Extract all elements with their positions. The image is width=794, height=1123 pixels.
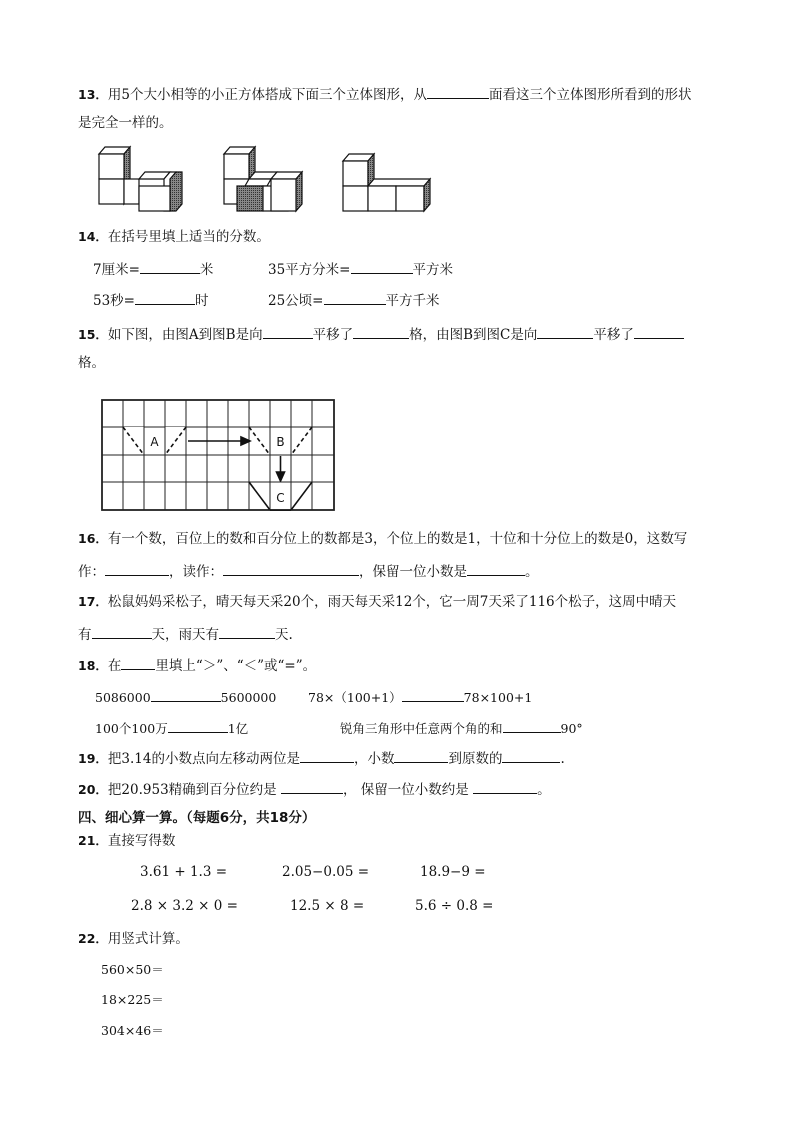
q17-text-1: 松鼠妈妈采松子，晴天每天采20个，雨天每天采12个，它一周7天采了116个松子，这周中晴天	[107, 594, 677, 610]
grid-lines	[102, 400, 334, 510]
q18-text-2: 里填上“＞”、“＜”或“=”。	[155, 658, 317, 674]
q17-number: 17	[78, 594, 96, 609]
q21-expr-6: 5.6 ÷ 0.8 =	[415, 898, 494, 914]
q14-blank-4[interactable]	[324, 290, 386, 305]
q19-text-4: .	[560, 751, 565, 767]
q22-expr-3: 304×46＝	[101, 1023, 164, 1038]
q18-blank-2[interactable]	[402, 687, 464, 702]
q14-text: 在括号里填上适当的分数。	[107, 229, 270, 245]
q15-blank-3[interactable]	[537, 324, 593, 339]
q13-text-1: 用5个大小相等的小正方体搭成下面三个立体图形，从	[107, 87, 428, 103]
cube-figure-3	[343, 154, 430, 211]
q18-text-1: 在	[107, 658, 122, 674]
q20-text-3: 。	[537, 782, 551, 798]
q13-answer-blank[interactable]	[427, 84, 489, 99]
q15-text-1: 如下图，由图A到图B是向	[107, 327, 263, 343]
q16-text-5: 。	[525, 564, 539, 580]
q15-line1: 15．如下图，由图A到图B是向 平移了 格，由图B到图C是向 平移了	[78, 324, 684, 344]
q18-compare-1-right: 5600000	[220, 690, 277, 705]
q14-item-3	[93, 290, 209, 310]
q18-compare-2	[308, 687, 532, 707]
q20-text-2: ， 保留一位小数约是	[342, 782, 469, 798]
cube-figure-2	[224, 147, 302, 211]
q14-item-4	[268, 290, 440, 310]
q18-compare-4	[340, 718, 583, 738]
q17-text-2: 有	[78, 627, 92, 643]
q19-blank-3[interactable]	[502, 748, 560, 763]
q16-blank-3[interactable]	[467, 561, 525, 576]
q19-text-2: ，小数	[353, 751, 395, 767]
arrow-b-to-c	[277, 456, 285, 481]
q22-text: 用竖式计算。	[107, 931, 189, 947]
q14-item-2-unit: 平方米	[412, 262, 453, 278]
q20-number: 20	[78, 782, 96, 797]
q22-expr-1: 560×50＝	[101, 962, 164, 977]
q16-line2	[78, 561, 539, 581]
q14-item-1-unit: 米	[199, 262, 214, 278]
q15-blank-4[interactable]	[634, 324, 684, 339]
q16-blank-1[interactable]	[105, 561, 169, 576]
q18-compare-4-left: 锐角三角形中任意两个角的和	[340, 721, 503, 736]
q18-compare-3-right: 1亿	[227, 721, 249, 736]
q15-text-2: 平移了	[312, 327, 354, 343]
q17-line1: 17．松鼠妈妈采松子，晴天每天采20个，雨天每天采12个，它一周7天采了116个松子，这周中晴天	[78, 594, 677, 610]
q15-line2	[78, 354, 105, 372]
q16-number: 16	[78, 531, 96, 546]
q13-line2	[78, 114, 173, 132]
q15-text-4: 平移了	[593, 327, 634, 343]
section-4-heading: 四、细心算一算。（每题6分，共18分）	[78, 810, 316, 826]
q16-text-1: 有一个数，百位上的数和百分位上的数都是3，个位上的数是1，十位和十分位上的数是0，这数写	[107, 531, 688, 547]
q14-item-2	[268, 259, 453, 279]
q17-text-4: 天.	[275, 627, 293, 643]
q22-number: 22	[78, 931, 96, 946]
q17-line2	[78, 624, 293, 644]
q18-blank-3[interactable]	[168, 718, 228, 733]
q17-blank-1[interactable]	[92, 624, 152, 639]
q14-item-1-label: 7厘米=	[93, 262, 140, 278]
q13-text-3: 是完全一样的。	[78, 115, 173, 131]
q19-blank-2[interactable]	[394, 748, 448, 763]
q14-blank-2[interactable]	[351, 259, 413, 274]
q14-blank-1[interactable]	[140, 259, 200, 274]
q18-compare-2-right: 78×100+1	[463, 690, 533, 705]
q13-cube-figures	[92, 140, 452, 220]
q21-expr-5: 12.5 × 8 =	[290, 898, 365, 914]
shape-b	[249, 427, 312, 455]
q18-line1: 18．在 里填上“＞”、“＜”或“=”。	[78, 655, 316, 675]
q18-compare-3-left: 100个100万	[95, 721, 168, 736]
q15-blank-1[interactable]	[263, 324, 313, 339]
q18-compare-1	[95, 687, 276, 707]
q15-number: 15	[78, 327, 96, 342]
q18-compare-2-left: 78×（100+1）	[308, 690, 402, 705]
q14-line1: 14．在括号里填上适当的分数。	[78, 229, 270, 245]
q13-number: 13	[78, 87, 96, 102]
q21-expr-4: 2.8 × 3.2 × 0 =	[131, 898, 238, 914]
q16-text-2: 作：	[78, 564, 105, 580]
q14-item-1	[93, 259, 213, 279]
q18-compare-1-left: 5086000	[95, 690, 151, 705]
q21-expr-1: 3.61 + 1.3 =	[140, 864, 228, 880]
q13-text-2: 面看这三个立体图形所看到的形状	[489, 87, 692, 103]
shape-a	[123, 427, 186, 455]
q15-blank-2[interactable]	[353, 324, 409, 339]
q19-text-3: 到原数的	[448, 751, 503, 767]
q20-blank-2[interactable]	[473, 779, 537, 794]
q16-text-4: ，保留一位小数是	[359, 564, 467, 580]
shape-c-label: C	[276, 491, 285, 505]
q17-blank-2[interactable]	[219, 624, 275, 639]
q15-grid-figure	[100, 398, 336, 512]
q14-item-2-label: 35平方分米=	[268, 262, 351, 278]
q21-number: 21	[78, 833, 96, 848]
q20-text-1: 把20.953精确到百分位约是	[107, 782, 277, 798]
q16-blank-2[interactable]	[223, 561, 359, 576]
q18-compare-3	[95, 718, 248, 738]
q13-line1: 13．用5个大小相等的小正方体搭成下面三个立体图形，从 面看这三个立体图形所看到的形状	[78, 84, 692, 104]
shape-c	[249, 482, 312, 510]
q15-text-3: 格，由图B到图C是向	[409, 327, 538, 343]
q18-blank-1[interactable]	[151, 687, 221, 702]
q14-item-3-label: 53秒=	[93, 293, 135, 309]
q14-item-3-unit: 时	[195, 293, 209, 309]
q21-expr-3: 18.9−9 =	[420, 864, 486, 880]
arrow-a-to-b	[188, 437, 250, 445]
q16-line1: 16．有一个数，百位上的数和百分位上的数都是3，个位上的数是1，十位和十分位上的数是0，这数写	[78, 531, 688, 547]
q20-blank-1[interactable]	[281, 779, 343, 794]
cube-figure-1	[99, 147, 182, 211]
q18-compare-4-right: 90°	[560, 721, 583, 736]
q14-blank-3[interactable]	[135, 290, 195, 305]
q18-blank-4[interactable]	[503, 718, 561, 733]
shape-a-label: A	[150, 435, 159, 449]
q16-text-3: ，读作：	[169, 564, 223, 580]
q20-line: 20．把20.953精确到百分位约是 ， 保留一位小数约是 。	[78, 779, 551, 799]
q18-instruction-blank	[121, 655, 155, 670]
q18-number: 18	[78, 658, 96, 673]
q14-item-4-label: 25公顷=	[268, 293, 324, 309]
q14-item-4-unit: 平方千米	[385, 293, 440, 309]
q15-text-5: 格。	[78, 355, 105, 371]
q19-blank-1[interactable]	[300, 748, 354, 763]
q14-number: 14	[78, 229, 96, 244]
q22-line: 22．用竖式计算。	[78, 931, 189, 947]
q21-line: 21．直接写得数	[78, 833, 176, 849]
q21-text: 直接写得数	[107, 833, 176, 849]
q17-text-3: 天，雨天有	[151, 627, 219, 643]
q19-line: 19．把3.14的小数点向左移动两位是 ，小数 到原数的 .	[78, 748, 565, 768]
q22-expr-2: 18×225＝	[101, 992, 164, 1007]
shape-b-label: B	[276, 435, 285, 449]
q19-number: 19	[78, 751, 96, 766]
q19-text-1: 把3.14的小数点向左移动两位是	[107, 751, 300, 767]
q21-expr-2: 2.05−0.05 =	[282, 864, 370, 880]
